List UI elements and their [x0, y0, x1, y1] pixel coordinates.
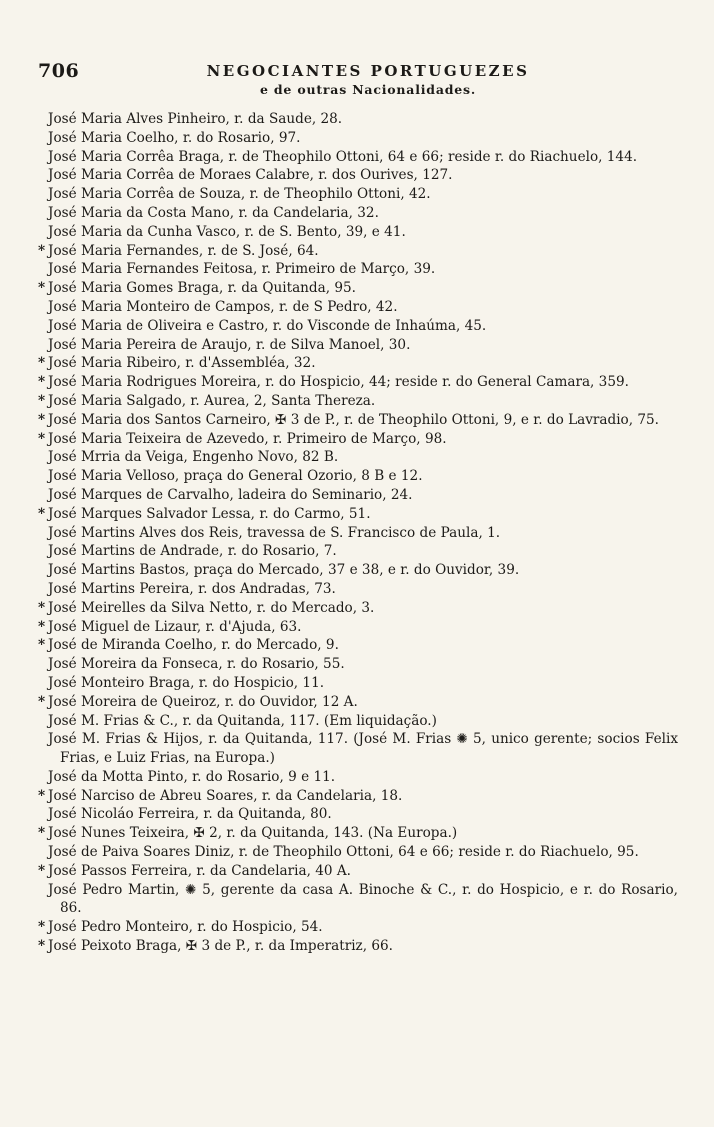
- list-item: [38, 768, 678, 787]
- list-item: [38, 223, 678, 242]
- asterisk-marker: *: [38, 392, 46, 409]
- entry-text: José Peixoto Braga, ✠ 3 de P., r. da Imperatriz, 66.: [48, 938, 393, 955]
- list-item: [38, 260, 678, 279]
- entry-text: José Maria dos Santos Carneiro, ✠ 3 de P., r. de Theophilo Ottoni, 9, e r. do Lavradio, 75.: [48, 411, 659, 428]
- entry-text: José Maria Pereira de Araujo, r. de Silva Manoel, 30.: [48, 336, 411, 353]
- page-title: NEGOCIANTES PORTUGUEZES: [206, 62, 530, 80]
- entry-text: José Nicoláo Ferreira, r. da Quitanda, 80.: [48, 806, 332, 823]
- entry-text: José Martins de Andrade, r. do Rosario, 7.: [48, 543, 337, 560]
- asterisk-marker: *: [38, 355, 46, 372]
- entry-text: José Maria Teixeira de Azevedo, r. Primeiro de Março, 98.: [48, 430, 447, 447]
- asterisk-marker: *: [38, 280, 46, 297]
- list-item: [38, 693, 678, 712]
- entry-text: José Maria da Cunha Vasco, r. de S. Bento, 39, e 41.: [48, 223, 406, 240]
- asterisk-marker: *: [38, 938, 46, 955]
- list-item: [38, 712, 678, 731]
- entry-text: José Martins Bastos, praça do Mercado, 37 e 38, e r. do Ouvidor, 39.: [48, 562, 520, 579]
- list-item: [38, 298, 678, 317]
- asterisk-marker: *: [38, 618, 46, 635]
- entry-text: José Maria Velloso, praça do General Ozorio, 8 B e 12.: [48, 468, 423, 485]
- entry-text: José Martins Alves dos Reis, travessa de S. Francisco de Paula, 1.: [48, 524, 501, 541]
- list-item: [38, 787, 678, 806]
- list-item: [38, 317, 678, 336]
- asterisk-marker: *: [38, 862, 46, 879]
- list-item: [38, 392, 678, 411]
- entry-text: José Moreira de Queiroz, r. do Ouvidor, 12 A.: [48, 693, 358, 710]
- list-item: [38, 448, 678, 467]
- entry-text: José da Motta Pinto, r. do Rosario, 9 e 11.: [48, 768, 336, 785]
- entry-text: José Maria Fernandes Feitosa, r. Primeiro de Março, 39.: [48, 261, 436, 278]
- asterisk-marker: *: [38, 637, 46, 654]
- asterisk-marker: *: [38, 374, 46, 391]
- asterisk-marker: *: [38, 693, 46, 710]
- page-subtitle: e de outras Nacionalidades.: [259, 82, 477, 97]
- entry-text: José Maria Ribeiro, r. d'Assembléa, 32.: [48, 355, 316, 372]
- entry-text: José Pedro Monteiro, r. do Hospicio, 54.: [48, 919, 323, 936]
- list-item: [38, 937, 678, 956]
- asterisk-marker: *: [38, 787, 46, 804]
- entry-text: José Maria Coelho, r. do Rosario, 97.: [48, 129, 301, 146]
- directory-list: [38, 110, 678, 956]
- asterisk-marker: *: [38, 919, 46, 936]
- page-header: [38, 60, 678, 106]
- list-item: [38, 618, 678, 637]
- asterisk-marker: *: [38, 242, 46, 259]
- entry-text: José Passos Ferreira, r. da Candelaria, 40 A.: [48, 862, 351, 879]
- entry-text: José Maria Monteiro de Campos, r. de S Pedro, 42.: [48, 298, 398, 315]
- list-item: [38, 204, 678, 223]
- entry-text: José M. Frias & Hijos, r. da Quitanda, 117. (José M. Frias ✺ 5, unico gerente; socios Felix Frias, e Luiz Frias, na Europa.): [48, 731, 678, 767]
- entry-text: José Maria Corrêa de Moraes Calabre, r. dos Ourives, 127.: [48, 167, 453, 184]
- list-item: [38, 129, 678, 148]
- asterisk-marker: *: [38, 505, 46, 522]
- entry-text: José Moreira da Fonseca, r. do Rosario, 55.: [48, 656, 345, 673]
- list-item: [38, 524, 678, 543]
- asterisk-marker: *: [38, 411, 46, 428]
- entry-text: José Maria Gomes Braga, r. da Quitanda, 95.: [48, 280, 356, 297]
- list-item: [38, 354, 678, 373]
- list-item: [38, 467, 678, 486]
- list-item: [38, 110, 678, 129]
- entry-text: José Monteiro Braga, r. do Hospicio, 11.: [48, 674, 325, 691]
- entry-text: José Martins Pereira, r. dos Andradas, 73.: [48, 580, 336, 597]
- entry-text: José Marques Salvador Lessa, r. do Carmo, 51.: [48, 505, 371, 522]
- entry-text: José Maria Rodrigues Moreira, r. do Hospicio, 44; reside r. do General Camara, 359.: [48, 374, 629, 391]
- entry-text: José Maria Corrêa de Souza, r. de Theophilo Ottoni, 42.: [48, 186, 431, 203]
- entry-text: José Narciso de Abreu Soares, r. da Candelaria, 18.: [48, 787, 403, 804]
- list-item: [38, 918, 678, 937]
- list-item: [38, 655, 678, 674]
- list-item: [38, 843, 678, 862]
- entry-text: José Pedro Martin, ✺ 5, gerente da casa A. Binoche & C., r. do Hospicio, e r. do Rosario, 86.: [48, 881, 678, 917]
- list-item: [38, 505, 678, 524]
- list-item: [38, 580, 678, 599]
- list-item: [38, 636, 678, 655]
- list-item: [38, 242, 678, 261]
- entry-text: José Mrria da Veiga, Engenho Novo, 82 B.: [48, 449, 339, 466]
- entry-text: José Maria Alves Pinheiro, r. da Saude, 28.: [48, 111, 343, 127]
- list-item: [38, 824, 678, 843]
- list-item: [38, 166, 678, 185]
- entry-text: José Maria Salgado, r. Aurea, 2, Santa Thereza.: [48, 392, 376, 409]
- list-item: [38, 430, 678, 449]
- entry-text: José Maria da Costa Mano, r. da Candelaria, 32.: [48, 204, 379, 221]
- entry-text: José M. Frias & C., r. da Quitanda, 117. (Em liquidação.): [48, 712, 437, 729]
- asterisk-marker: *: [38, 825, 46, 842]
- list-item: [38, 148, 678, 167]
- list-item: [38, 336, 678, 355]
- page-number: 706: [38, 60, 80, 82]
- entry-text: José de Miranda Coelho, r. do Mercado, 9.: [48, 637, 339, 654]
- list-item: [38, 486, 678, 505]
- entry-text: José de Paiva Soares Diniz, r. de Theophilo Ottoni, 64 e 66; reside r. do Riachuelo, 95.: [48, 844, 639, 861]
- entry-text: José Maria de Oliveira e Castro, r. do Visconde de Inhaúma, 45.: [48, 317, 487, 334]
- list-item: [38, 730, 678, 768]
- entry-text: José Maria Corrêa Braga, r. de Theophilo Ottoni, 64 e 66; reside r. do Riachuelo, 144.: [48, 148, 638, 165]
- list-item: [38, 805, 678, 824]
- list-item: [38, 561, 678, 580]
- list-item: [38, 542, 678, 561]
- list-item: [38, 185, 678, 204]
- entry-text: José Miguel de Lizaur, r. d'Ajuda, 63.: [48, 618, 302, 635]
- entry-text: José Nunes Teixeira, ✠ 2, r. da Quitanda, 143. (Na Europa.): [48, 825, 458, 842]
- list-item: [38, 599, 678, 618]
- list-item: [38, 674, 678, 693]
- list-item: [38, 881, 678, 919]
- list-item: [38, 862, 678, 881]
- asterisk-marker: *: [38, 599, 46, 616]
- entry-text: José Meirelles da Silva Netto, r. do Mercado, 3.: [48, 599, 375, 616]
- list-item: [38, 373, 678, 392]
- entry-text: José Maria Fernandes, r. de S. José, 64.: [48, 242, 319, 259]
- list-item: [38, 279, 678, 298]
- asterisk-marker: *: [38, 430, 46, 447]
- entry-text: José Marques de Carvalho, ladeira do Seminario, 24.: [48, 486, 413, 503]
- list-item: [38, 411, 678, 430]
